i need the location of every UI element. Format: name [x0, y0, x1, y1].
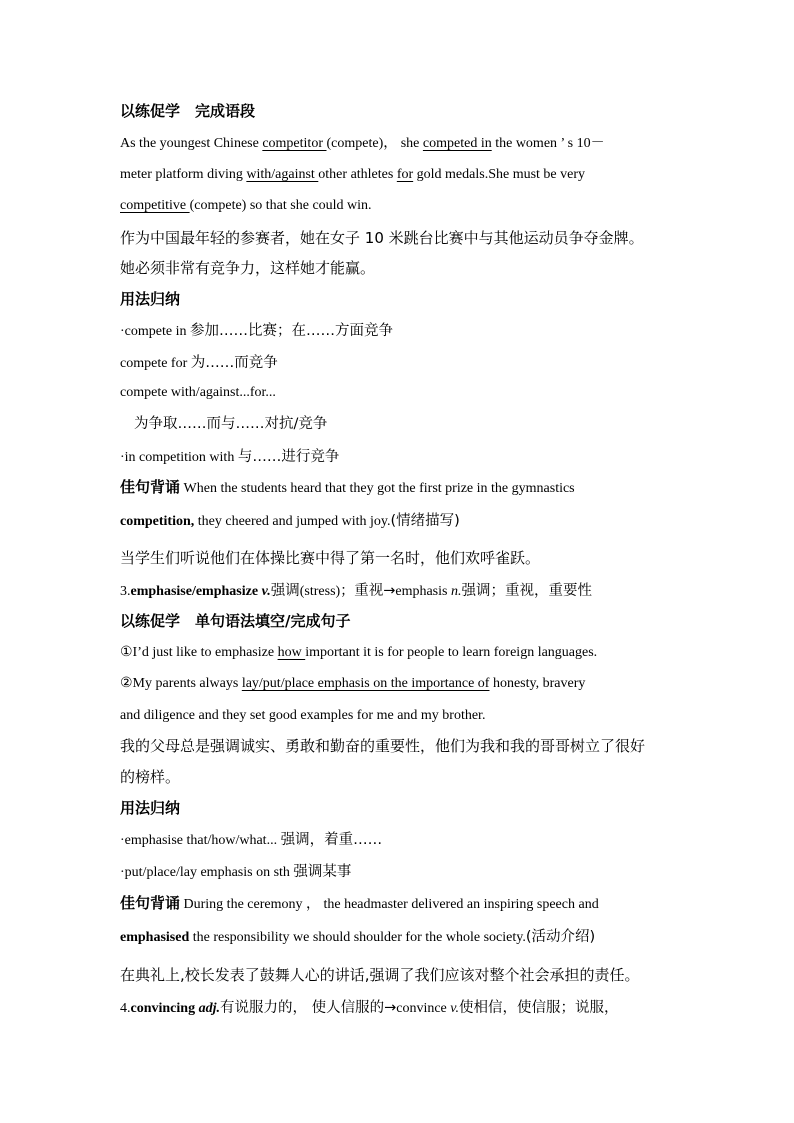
good-sentence-line: 佳句背诵 When the students heard that they got the first prize in the gymnastics	[120, 478, 575, 496]
exercise-item: ②My parents always lay/put/place emphasis on the importance of honesty, bravery	[120, 676, 586, 691]
good-sentence-heading: 佳句背诵	[120, 478, 181, 496]
usage-item-meaning: 为争取……而与……对抗/竞争	[134, 416, 328, 432]
good-sentence-heading: 佳句背诵	[120, 894, 181, 912]
usage-item: compete with/against...for...	[120, 385, 276, 400]
exercise-item: and diligence and they set good examples for me and my brother.	[120, 708, 486, 723]
answer-blank: competed in	[422, 136, 492, 151]
paragraph-line: As the youngest Chinese competitor (compete)， she competed in the women ’ s 10－	[120, 136, 605, 151]
paragraph-line: competitive (compete) so that she could win.	[120, 198, 372, 213]
answer-blank: lay/put/place emphasis on the importance of	[241, 676, 490, 691]
usage-item: ·emphasise that/how/what... 强调，着重……	[120, 832, 383, 848]
good-sentence-line: emphasised the responsibility we should shoulder for the whole society.(活动介绍)	[120, 929, 596, 945]
usage-item: ·compete in 参加……比赛；在……方面竞争	[120, 323, 393, 339]
answer-blank: competitive	[120, 198, 190, 213]
exercise-item: ①I’d just like to emphasize how important it is for people to learn foreign languages.	[120, 645, 598, 660]
usage-heading: 用法归纳	[120, 290, 181, 308]
translation-line: 她必须非常有竞争力，这样她才能赢。	[120, 259, 376, 277]
good-sentence-line: 佳句背诵 During the ceremony ， the headmaster delivered an inspiring speech and	[120, 894, 599, 912]
vocab-title: 3.emphasise/emphasize v.强调(stress)；重视→emphasis n.强调；重视，重要性	[120, 583, 592, 599]
vocab-title: 4.convincing adj.有说服力的， 使人信服的→convince v.使相信，使信服；说服，	[120, 1000, 619, 1016]
translation-line: 在典礼上,校长发表了鼓舞人心的讲话,强调了我们应该对整个社会承担的责任。	[120, 966, 640, 984]
usage-item: ·in competition with 与……进行竞争	[120, 449, 340, 465]
translation-line: 的榜样。	[120, 768, 181, 786]
answer-blank: for	[396, 167, 414, 182]
translation-line: 我的父母总是强调诚实、勇敢和勤奋的重要性，他们为我和我的哥哥树立了很好	[120, 737, 646, 755]
good-sentence-line: competition, they cheered and jumped with joy.(情绪描写)	[120, 513, 460, 529]
answer-blank: competitor	[262, 136, 327, 151]
practice-heading: 以练促学 完成语段	[120, 102, 256, 120]
answer-blank: with/against	[246, 167, 319, 182]
paragraph-line: meter platform diving with/against other athletes for gold medals.She must be very	[120, 167, 586, 182]
translation-line: 当学生们听说他们在体操比赛中得了第一名时，他们欢呼雀跃。	[120, 549, 541, 567]
usage-item: compete for 为……而竞争	[120, 355, 278, 371]
translation-line: 作为中国最年轻的参赛者，她在女子 10 米跳台比赛中与其他运动员争夺金牌。	[120, 229, 644, 247]
answer-blank: how	[277, 645, 306, 660]
practice-heading: 以练促学 单句语法填空/完成句子	[120, 612, 351, 630]
usage-item: ·put/place/lay emphasis on sth 强调某事	[120, 864, 352, 880]
usage-heading: 用法归纳	[120, 799, 181, 817]
